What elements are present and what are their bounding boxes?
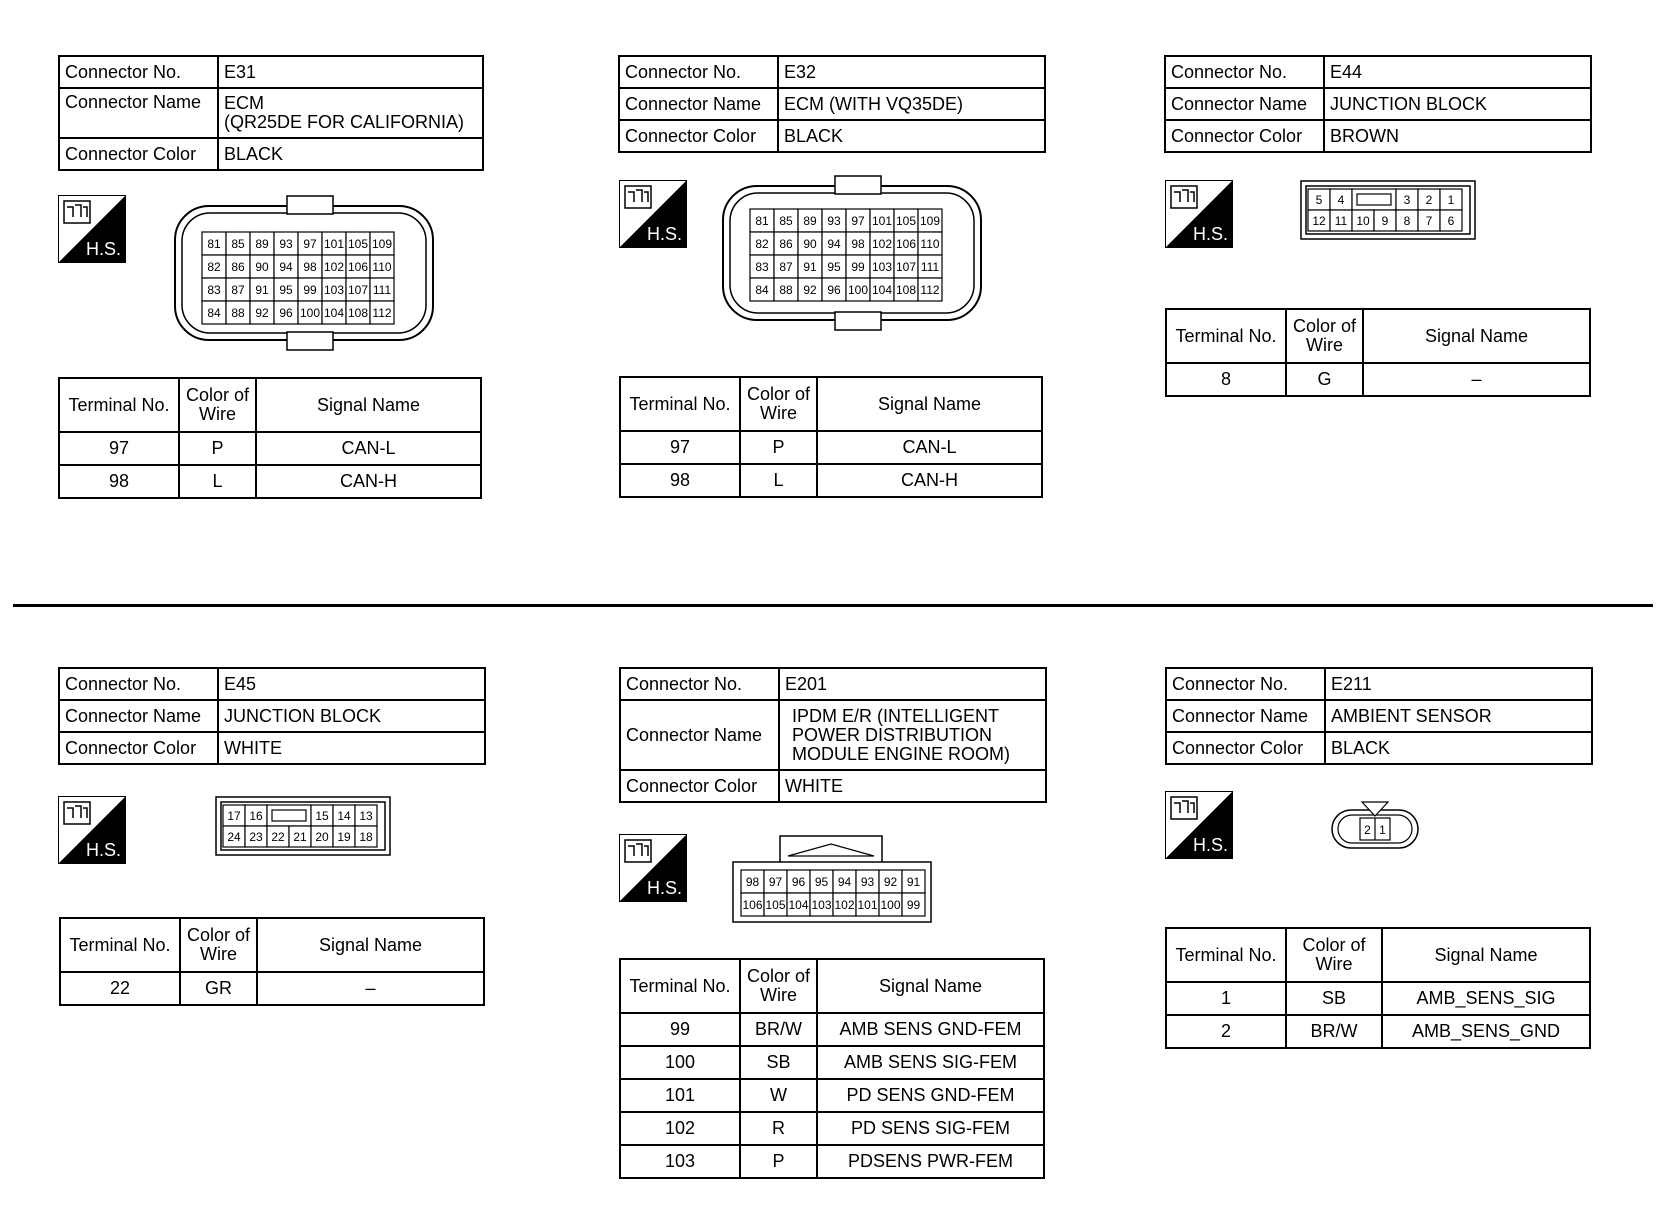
terminal-table-e211 xyxy=(1165,927,1591,1049)
label-connector-color: Connector Color xyxy=(620,770,779,802)
signal-cell: PD SENS GND-FEM xyxy=(817,1079,1044,1112)
pin-label: 95 xyxy=(814,875,829,889)
pin-label: 99 xyxy=(851,260,865,274)
pin-label: 108 xyxy=(347,306,369,320)
pin-label: 83 xyxy=(207,283,221,297)
pin-label: 16 xyxy=(249,809,263,823)
signal-cell: AMB SENS SIG-FEM xyxy=(817,1046,1044,1079)
pin-label: 88 xyxy=(779,283,793,297)
connector-info-e32 xyxy=(618,55,1046,153)
pin-label: 10 xyxy=(1356,214,1370,228)
wire-cell: P xyxy=(740,431,817,464)
hs-label: H.S. xyxy=(86,239,122,259)
pin-label: 4 xyxy=(1337,193,1345,207)
pin-label: 24 xyxy=(227,830,241,844)
signal-cell: – xyxy=(257,972,484,1005)
pin-label: 2 xyxy=(1425,193,1433,207)
label-connector-name: Connector Name xyxy=(59,88,218,138)
pin-label: 86 xyxy=(779,237,793,251)
table-row xyxy=(620,1145,1044,1178)
signal-cell: PDSENS PWR-FEM xyxy=(817,1145,1044,1178)
pin-label: 91 xyxy=(255,283,269,297)
pin-label: 111 xyxy=(372,283,392,297)
connector-info-e45 xyxy=(58,667,486,765)
pin-label: 106 xyxy=(347,260,369,274)
pin-label: 110 xyxy=(920,237,940,251)
pin-label: 21 xyxy=(293,830,307,844)
signal-cell: AMB_SENS_SIG xyxy=(1382,982,1590,1015)
pin-label: 98 xyxy=(745,875,760,889)
table-row xyxy=(1166,982,1590,1015)
pin-label: 93 xyxy=(860,875,875,889)
label-connector-name: Connector Name xyxy=(619,88,778,120)
key-slot xyxy=(1357,194,1391,205)
harness-side-icon xyxy=(1165,791,1233,859)
header-signal-name: Signal Name xyxy=(817,377,1042,431)
pin-label: 15 xyxy=(315,809,329,823)
connector-info-e201 xyxy=(619,667,1047,803)
connector-name-line: (QR25DE FOR CALIFORNIA) xyxy=(224,112,465,132)
pin-label: 92 xyxy=(255,306,269,320)
pin-label: 11 xyxy=(1334,214,1348,228)
connector-face-e211 xyxy=(1330,798,1422,854)
pin-label: 94 xyxy=(837,875,852,889)
signal-cell: AMB_SENS_GND xyxy=(1382,1015,1590,1048)
wire-cell: R xyxy=(740,1112,817,1145)
pin-label: 92 xyxy=(883,875,898,889)
terminal-cell: 8 xyxy=(1166,363,1286,396)
pin-label: 101 xyxy=(871,214,893,228)
pin-label: 110 xyxy=(372,260,392,274)
pin-label: 9 xyxy=(1381,214,1389,228)
wire-cell: BR/W xyxy=(1286,1015,1382,1048)
header-line: Color of xyxy=(186,925,251,945)
wire-cell: G xyxy=(1286,363,1363,396)
pin-label: 90 xyxy=(255,260,269,274)
pin-label: 94 xyxy=(279,260,293,274)
table-row xyxy=(59,432,481,465)
pin-label: 105 xyxy=(765,898,786,912)
header-signal-name: Signal Name xyxy=(257,918,484,972)
pin-label: 20 xyxy=(315,830,329,844)
header-color-of-wire xyxy=(1286,309,1363,363)
wire-cell: SB xyxy=(740,1046,817,1079)
header-line: Wire xyxy=(199,404,236,424)
harness-side-icon xyxy=(619,180,687,248)
header-color-of-wire xyxy=(180,918,257,972)
pin-label: 100 xyxy=(847,283,869,297)
connector-no-value: E201 xyxy=(779,668,1046,700)
header-signal-name: Signal Name xyxy=(1382,928,1590,982)
pin-label: 87 xyxy=(231,283,245,297)
pin-label: 2 xyxy=(1364,823,1371,837)
connector-color-value: BLACK xyxy=(218,138,483,170)
pin-label: 84 xyxy=(755,283,769,297)
signal-cell: CAN-H xyxy=(256,465,481,498)
signal-cell: – xyxy=(1363,363,1590,396)
terminal-table-e44 xyxy=(1165,308,1591,397)
terminal-cell: 97 xyxy=(59,432,179,465)
pin-label: 91 xyxy=(803,260,817,274)
pin-label: 82 xyxy=(755,237,769,251)
pin-label: 103 xyxy=(323,283,345,297)
terminal-cell: 1 xyxy=(1166,982,1286,1015)
terminal-table-e201 xyxy=(619,958,1045,1179)
connector-info-e44 xyxy=(1164,55,1592,153)
label-connector-name: Connector Name xyxy=(1166,700,1325,732)
header-terminal-no: Terminal No. xyxy=(1166,928,1286,982)
pin-label: 3 xyxy=(1403,193,1411,207)
pin-label: 6 xyxy=(1447,214,1455,228)
wire-cell: W xyxy=(740,1079,817,1112)
wire-cell: P xyxy=(740,1145,817,1178)
pin-label: 94 xyxy=(827,237,841,251)
pin-label: 103 xyxy=(871,260,893,274)
connector-no-value: E31 xyxy=(218,56,483,88)
terminal-cell: 103 xyxy=(620,1145,740,1178)
header-terminal-no: Terminal No. xyxy=(1166,309,1286,363)
header-line: Wire xyxy=(760,403,797,423)
pin-label: 85 xyxy=(231,237,245,251)
pin-label: 107 xyxy=(895,260,917,274)
pin-label: 112 xyxy=(920,283,940,297)
pin-label: 99 xyxy=(303,283,317,297)
pin-label: 101 xyxy=(323,237,345,251)
connector-name-line: ECM xyxy=(224,93,264,113)
terminal-cell: 100 xyxy=(620,1046,740,1079)
pin-label: 90 xyxy=(803,237,817,251)
signal-cell: PD SENS SIG-FEM xyxy=(817,1112,1044,1145)
table-row xyxy=(1166,363,1590,396)
connector-info-e31 xyxy=(58,55,484,171)
connector-name-value: AMBIENT SENSOR xyxy=(1325,700,1592,732)
pin-label: 81 xyxy=(755,214,769,228)
connector-name-value xyxy=(218,88,483,138)
table-row xyxy=(1166,1015,1590,1048)
pin-label: 17 xyxy=(227,809,241,823)
pin-label: 1 xyxy=(1379,823,1386,837)
harness-side-icon xyxy=(619,834,687,902)
terminal-cell: 22 xyxy=(60,972,180,1005)
signal-cell: AMB SENS GND-FEM xyxy=(817,1013,1044,1046)
connector-no-value: E45 xyxy=(218,668,485,700)
terminal-cell: 101 xyxy=(620,1079,740,1112)
pin-label: 97 xyxy=(303,237,317,251)
harness-side-icon xyxy=(1165,180,1233,248)
pin-label: 93 xyxy=(279,237,293,251)
connector-name-line: MODULE ENGINE ROOM) xyxy=(792,743,1011,764)
pin-label: 88 xyxy=(231,306,245,320)
label-connector-no: Connector No. xyxy=(59,56,218,88)
label-connector-name: Connector Name xyxy=(59,700,218,732)
header-line: Color of xyxy=(1302,935,1366,955)
pin-label: 22 xyxy=(271,830,285,844)
connector-face-e201 xyxy=(732,834,934,926)
pin-label: 104 xyxy=(871,283,893,297)
pin-label: 103 xyxy=(811,898,832,912)
header-terminal-no: Terminal No. xyxy=(59,378,179,432)
terminal-cell: 98 xyxy=(620,464,740,497)
connector-name-value: ECM (WITH VQ35DE) xyxy=(778,88,1045,120)
pin-label: 84 xyxy=(207,306,221,320)
pin-label: 81 xyxy=(207,237,221,251)
header-signal-name: Signal Name xyxy=(256,378,481,432)
section-divider xyxy=(13,604,1653,607)
connector-info-e211 xyxy=(1165,667,1593,765)
table-row xyxy=(620,1112,1044,1145)
hs-label: H.S. xyxy=(647,224,683,244)
table-row xyxy=(60,972,484,1005)
header-line: Wire xyxy=(1315,954,1353,974)
terminal-cell: 102 xyxy=(620,1112,740,1145)
terminal-cell: 97 xyxy=(620,431,740,464)
header-signal-name: Signal Name xyxy=(1363,309,1590,363)
pin-label: 96 xyxy=(279,306,293,320)
connector-name-value: JUNCTION BLOCK xyxy=(1324,88,1591,120)
pin-label: 100 xyxy=(299,306,321,320)
pin-label: 104 xyxy=(323,306,345,320)
terminal-cell: 98 xyxy=(59,465,179,498)
label-connector-color: Connector Color xyxy=(619,120,778,152)
header-line: Color of xyxy=(746,966,811,986)
connector-name-line: POWER DISTRIBUTION xyxy=(792,724,993,745)
terminal-table-e32 xyxy=(619,376,1043,498)
table-row xyxy=(620,1079,1044,1112)
wire-cell: L xyxy=(179,465,256,498)
pin-label: 107 xyxy=(347,283,369,297)
pin-label: 106 xyxy=(895,237,917,251)
pin-label: 89 xyxy=(255,237,269,251)
connector-no-value: E44 xyxy=(1324,56,1591,88)
pin-label: 109 xyxy=(919,214,941,228)
pin-label: 12 xyxy=(1312,214,1326,228)
pin-label: 93 xyxy=(827,214,841,228)
pin-label: 89 xyxy=(803,214,817,228)
pin-label: 111 xyxy=(920,260,940,274)
header-line: Color of xyxy=(746,384,811,404)
connector-color-value: BLACK xyxy=(778,120,1045,152)
header-color-of-wire xyxy=(1286,928,1382,982)
pin-label: 102 xyxy=(871,237,893,251)
label-connector-name: Connector Name xyxy=(1165,88,1324,120)
table-row xyxy=(620,1013,1044,1046)
label-connector-color: Connector Color xyxy=(1165,120,1324,152)
label-connector-no: Connector No. xyxy=(620,668,779,700)
connector-color-value: BLACK xyxy=(1325,732,1592,764)
pin-label: 112 xyxy=(372,306,392,320)
header-color-of-wire xyxy=(179,378,256,432)
pin-label: 106 xyxy=(742,898,763,912)
label-connector-name: Connector Name xyxy=(620,700,779,770)
signal-cell: CAN-L xyxy=(256,432,481,465)
wire-cell: SB xyxy=(1286,982,1382,1015)
terminal-cell: 2 xyxy=(1166,1015,1286,1048)
pin-label: 5 xyxy=(1315,193,1323,207)
pin-label: 104 xyxy=(788,898,809,912)
pin-label: 98 xyxy=(303,260,317,274)
header-line: Color of xyxy=(185,385,250,405)
table-row xyxy=(620,464,1042,497)
hs-label: H.S. xyxy=(1193,224,1229,244)
signal-cell: CAN-L xyxy=(817,431,1042,464)
pin-label: 19 xyxy=(337,830,351,844)
pin-label: 82 xyxy=(207,260,221,274)
pin-label: 92 xyxy=(803,283,817,297)
header-line: Color of xyxy=(1292,316,1357,336)
pin-label: 14 xyxy=(337,809,351,823)
wire-cell: GR xyxy=(180,972,257,1005)
label-connector-no: Connector No. xyxy=(619,56,778,88)
header-signal-name: Signal Name xyxy=(817,959,1044,1013)
wire-cell: L xyxy=(740,464,817,497)
pin-label: 96 xyxy=(827,283,841,297)
header-line: Wire xyxy=(200,944,237,964)
pin-label: 7 xyxy=(1425,214,1433,228)
harness-side-icon xyxy=(58,796,126,864)
pin-label: 102 xyxy=(323,260,345,274)
pin-label: 105 xyxy=(895,214,917,228)
pin-label: 96 xyxy=(791,875,806,889)
pin-label: 23 xyxy=(249,830,263,844)
terminal-table-e45 xyxy=(59,917,485,1006)
pin-label: 86 xyxy=(231,260,245,274)
terminal-table-e31 xyxy=(58,377,482,499)
wire-cell: P xyxy=(179,432,256,465)
label-connector-no: Connector No. xyxy=(59,668,218,700)
table-row xyxy=(620,431,1042,464)
header-color-of-wire xyxy=(740,377,817,431)
signal-cell: CAN-H xyxy=(817,464,1042,497)
pin-label: 97 xyxy=(768,875,783,889)
connector-color-value: BROWN xyxy=(1324,120,1591,152)
pin-label: 109 xyxy=(371,237,393,251)
header-terminal-no: Terminal No. xyxy=(620,377,740,431)
connector-no-value: E32 xyxy=(778,56,1045,88)
hs-label: H.S. xyxy=(647,878,683,898)
connector-face-e31 xyxy=(174,192,436,356)
pin-label: 83 xyxy=(755,260,769,274)
pin-label: 1 xyxy=(1447,193,1455,207)
pin-label: 95 xyxy=(827,260,841,274)
connector-face-e44 xyxy=(1300,180,1478,242)
pin-label: 18 xyxy=(359,830,373,844)
header-terminal-no: Terminal No. xyxy=(60,918,180,972)
pin-label: 91 xyxy=(906,875,921,889)
hs-label: H.S. xyxy=(86,840,122,860)
pin-label: 13 xyxy=(359,809,373,823)
connector-name-line: IPDM E/R (INTELLIGENT xyxy=(792,705,1000,726)
connector-face-e45 xyxy=(215,796,393,858)
pin-label: 87 xyxy=(779,260,793,274)
hs-label: H.S. xyxy=(1193,835,1229,855)
pin-label: 105 xyxy=(347,237,369,251)
table-row xyxy=(620,1046,1044,1079)
pin-label: 99 xyxy=(906,898,921,912)
label-connector-no: Connector No. xyxy=(1166,668,1325,700)
pin-label: 98 xyxy=(851,237,865,251)
connector-name-value: JUNCTION BLOCK xyxy=(218,700,485,732)
header-terminal-no: Terminal No. xyxy=(620,959,740,1013)
connector-color-value: WHITE xyxy=(218,732,485,764)
connector-face-e32 xyxy=(722,172,984,336)
harness-side-icon xyxy=(58,195,126,263)
pin-label: 8 xyxy=(1403,214,1411,228)
pin-label: 85 xyxy=(779,214,793,228)
connector-name-value xyxy=(779,700,1046,770)
header-line: Wire xyxy=(760,985,797,1005)
pin-label: 100 xyxy=(880,898,901,912)
wire-cell: BR/W xyxy=(740,1013,817,1046)
pin-label: 97 xyxy=(851,214,865,228)
pin-label: 101 xyxy=(857,898,878,912)
label-connector-color: Connector Color xyxy=(59,138,218,170)
connector-no-value: E211 xyxy=(1325,668,1592,700)
header-color-of-wire xyxy=(740,959,817,1013)
header-line: Wire xyxy=(1306,335,1343,355)
table-row xyxy=(59,465,481,498)
pin-label: 108 xyxy=(895,283,917,297)
label-connector-color: Connector Color xyxy=(59,732,218,764)
label-connector-no: Connector No. xyxy=(1165,56,1324,88)
connector-color-value: WHITE xyxy=(779,770,1046,802)
pin-label: 95 xyxy=(279,283,293,297)
terminal-cell: 99 xyxy=(620,1013,740,1046)
label-connector-color: Connector Color xyxy=(1166,732,1325,764)
key-slot xyxy=(272,810,306,821)
pin-label: 102 xyxy=(834,898,855,912)
